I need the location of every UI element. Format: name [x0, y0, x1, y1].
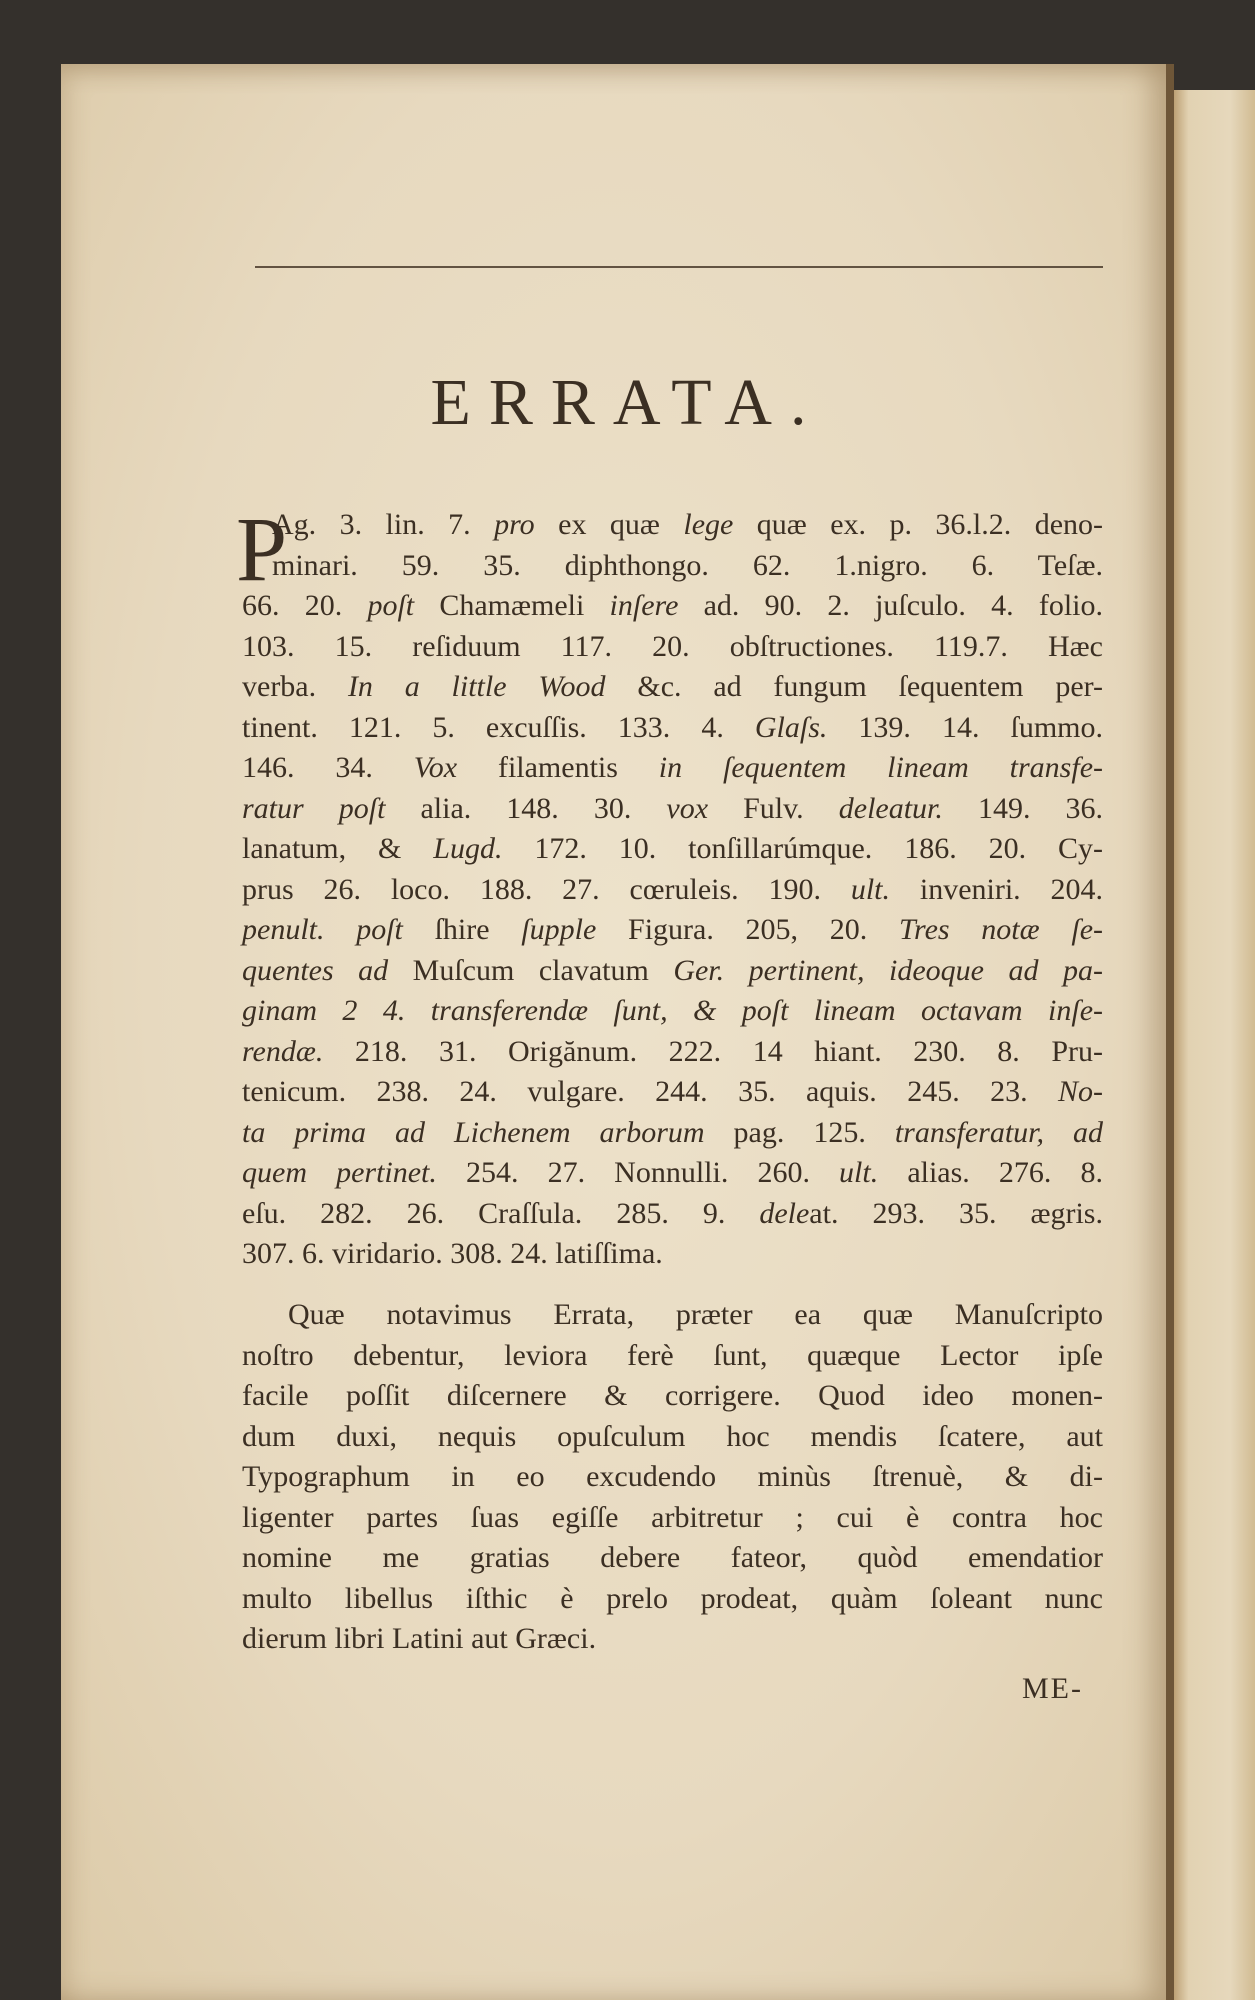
italic-text: ginam 2 4. transferendæ ſunt, & poſt lineam octavam inſe-	[242, 994, 1103, 1027]
errata-line	[242, 1194, 1103, 1235]
italic-text: ratur poſt	[242, 791, 386, 825]
text: alia. 148. 30.	[385, 791, 667, 825]
errata-list	[236, 498, 1104, 1275]
italic-text: ta prima ad Lichenem arborum	[242, 1115, 705, 1149]
italic-text: lege	[683, 508, 734, 541]
note-line: noſtro debentur, leviora ferè ſunt, quæque Lector ipſe	[242, 1338, 1103, 1372]
text: &c. ad fungum ſequentem per-	[605, 670, 1104, 703]
errata-line	[242, 870, 1103, 911]
text: ex quæ	[534, 508, 684, 541]
page-gutter	[1166, 64, 1174, 2000]
italic-text: quem pertinet.	[242, 1156, 437, 1189]
errata-line	[242, 546, 1103, 587]
text: verba.	[242, 670, 348, 703]
italic-text: No-	[1058, 1075, 1103, 1108]
note-line: facile poſſit diſcernere & corrigere. Quod ideo monen-	[242, 1379, 1103, 1412]
italic-text: Glaſs.	[754, 710, 828, 744]
errata-line	[242, 829, 1103, 870]
text: Muſcum clavatum	[388, 953, 674, 987]
italic-text: quentes ad	[242, 953, 389, 987]
italic-text: In a little Wood	[347, 670, 606, 703]
text: Fulv.	[708, 791, 839, 825]
note-line: ligenter partes ſuas egiſſe arbitretur ; cui è contra hoc	[242, 1500, 1103, 1534]
errata-line	[242, 1113, 1103, 1154]
text: Ag. 3. lin. 7.	[272, 508, 495, 541]
text: minari. 59. 35. diphthongo. 62. 1.nigro. 6. Teſæ.	[272, 548, 1103, 582]
text: 146. 34.	[242, 751, 414, 784]
errata-line	[242, 505, 1103, 546]
text: 66. 20.	[242, 589, 368, 622]
errata-line	[242, 991, 1103, 1032]
text: ſhire	[402, 913, 522, 946]
errata-line	[242, 748, 1103, 789]
note-line: Typographum in eo excudendo minùs ſtrenuè, & di-	[242, 1460, 1103, 1493]
text: filamentis	[457, 751, 659, 784]
text: tinent. 121. 5. excuſſis. 133. 4.	[242, 710, 755, 744]
errata-line	[242, 627, 1103, 668]
italic-text: dele	[759, 1196, 810, 1230]
drop-cap: P	[236, 498, 288, 600]
text: tenicum. 238. 24. vulgare. 244. 35. aquis. 245. 23.	[242, 1075, 1058, 1108]
note-line: nomine me gratias debere fateor, quòd emendatior	[242, 1541, 1103, 1574]
errata-line	[242, 1153, 1103, 1194]
italic-text: in ſequentem lineam transfe-	[658, 751, 1104, 784]
italic-text: Ger. pertinent, ideoque ad pa-	[673, 953, 1103, 987]
errata-line	[242, 951, 1103, 992]
text: 139. 14. ſummo.	[827, 710, 1103, 744]
italic-text: rendæ.	[242, 1034, 324, 1068]
text: 254. 27. Nonnulli. 260.	[436, 1156, 840, 1189]
text: 149. 36.	[942, 791, 1104, 825]
text: 103. 15. reſiduum 117. 20. obſtructiones. 119.7. Hæc	[242, 629, 1103, 663]
header-rule	[255, 266, 1103, 268]
errata-note-paragraph	[242, 1295, 1103, 1660]
errata-line	[242, 910, 1103, 951]
italic-text: Vox	[413, 751, 458, 784]
italic-text: ſupple	[521, 913, 597, 946]
italic-text: vox	[666, 791, 709, 825]
text: lanatum, &	[242, 832, 434, 865]
note-line: Quæ notavimus Errata, præter ea quæ Manuſcripto	[288, 1298, 1103, 1331]
note-line: dierum libri Latini aut Græci.	[242, 1622, 597, 1655]
italic-text: pro	[494, 508, 535, 541]
text: inveniri. 204.	[890, 872, 1104, 906]
italic-text: transferatur, ad	[894, 1115, 1103, 1149]
note-line: dum duxi, nequis opuſculum hoc mendis ſcatere, aut	[242, 1419, 1103, 1453]
errata-line	[242, 789, 1103, 830]
errata-line	[242, 1234, 1103, 1275]
italic-text: penult. poſt	[242, 913, 403, 946]
italic-text: Lugd.	[433, 832, 503, 865]
text: Figura. 205, 20.	[596, 913, 899, 946]
text: 218. 31. Origănum. 222. 14 hiant. 230. 8. Pru-	[323, 1034, 1103, 1068]
note-line: multo libellus iſthic è prelo prodeat, quàm ſoleant nunc	[242, 1581, 1103, 1615]
text: Chamæmeli	[414, 589, 610, 622]
text: alias. 276. 8.	[878, 1156, 1103, 1189]
italic-text: ult.	[850, 872, 891, 906]
italic-text: poſt	[367, 589, 415, 622]
text: at. 293. 35. ægris.	[809, 1196, 1103, 1230]
italic-text: ult.	[839, 1156, 879, 1189]
text: ad. 90. 2. juſculo. 4. folio.	[678, 589, 1103, 622]
text: eſu. 282. 26. Craſſula. 285. 9.	[242, 1196, 760, 1230]
text: prus 26. loco. 188. 27. cœruleis. 190.	[242, 872, 851, 906]
text: 172. 10. tonſillarúmque. 186. 20. Cy-	[502, 832, 1103, 865]
italic-text: deleatur.	[838, 791, 943, 825]
text: quæ ex. p. 36.l.2. deno-	[733, 508, 1104, 541]
errata-line	[242, 708, 1103, 749]
errata-line	[242, 586, 1103, 627]
errata-line	[242, 1072, 1103, 1113]
text: pag. 125.	[704, 1115, 895, 1149]
catchword: ME-	[1022, 1672, 1083, 1705]
errata-line	[242, 1032, 1103, 1073]
italic-text: Tres notæ ſe-	[899, 913, 1104, 946]
text: 307. 6. viridario. 308. 24. latiſſima.	[242, 1237, 663, 1270]
page-title: ERRATA.	[430, 366, 825, 439]
italic-text: inſere	[609, 589, 679, 622]
errata-line	[242, 667, 1103, 708]
